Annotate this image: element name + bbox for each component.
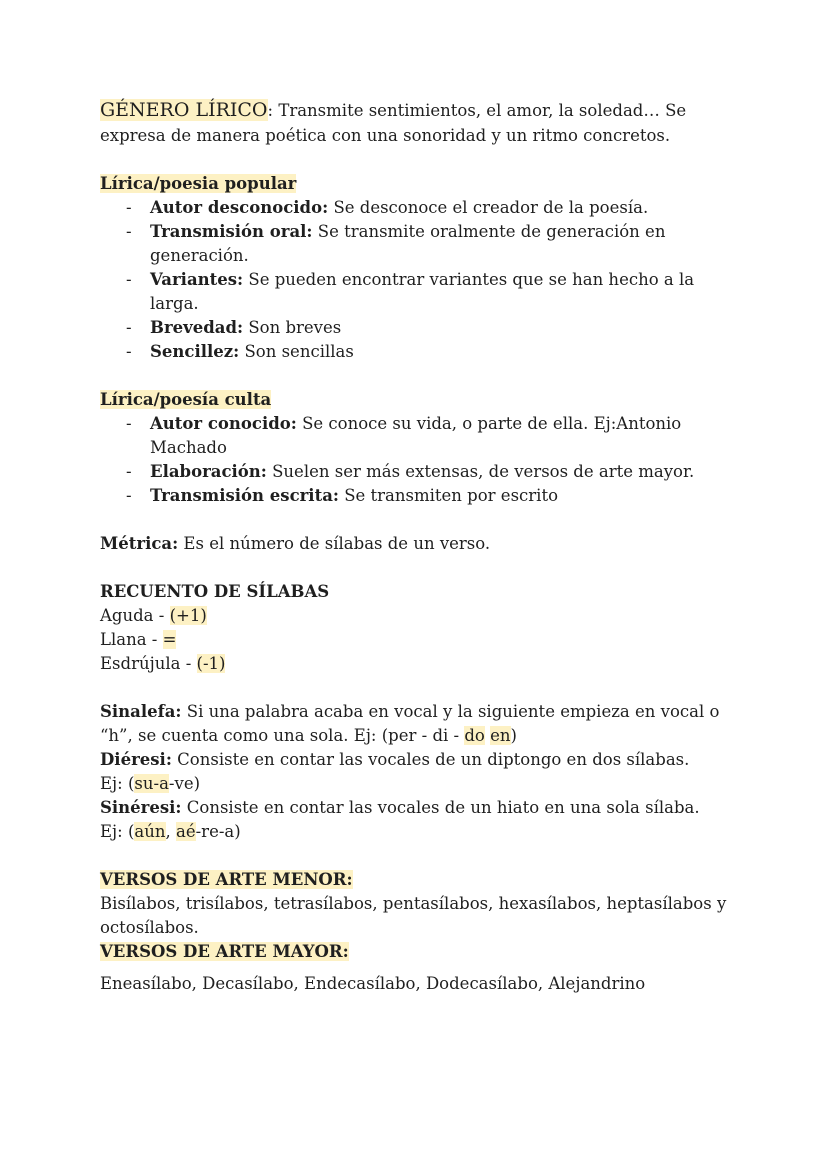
item-desc: Se conoce su vida, o parte de ella. Ej:Antonio Machado xyxy=(150,414,682,457)
item-desc: Suelen ser más extensas, de versos de arte mayor. xyxy=(266,462,695,481)
item-desc: Se pueden encontrar variantes que se han hecho a la larga. xyxy=(150,270,695,313)
list-item xyxy=(150,316,740,340)
culta-heading-text: Lírica/poesía culta xyxy=(100,390,272,409)
list-item xyxy=(150,196,740,220)
dieresis-paragraph xyxy=(100,748,740,772)
item-term: Brevedad: xyxy=(150,318,244,337)
example-start: Ej: ( xyxy=(100,774,135,793)
intro-paragraph xyxy=(100,98,740,148)
popular-list xyxy=(100,196,740,364)
item-desc: Son breves xyxy=(243,318,342,337)
sineresis-highlight: aé xyxy=(176,822,196,841)
metrica-paragraph xyxy=(100,532,740,556)
arte-mayor-heading-text: VERSOS DE ARTE MAYOR: xyxy=(100,942,349,961)
item-term: Transmisión oral: xyxy=(150,222,313,241)
recuento-row-esdrujula xyxy=(100,652,740,676)
recuento-label: Aguda - xyxy=(100,606,170,625)
arte-menor-heading xyxy=(100,868,740,892)
recuento-label: Llana - xyxy=(100,630,163,649)
recuento-value: (-1) xyxy=(196,654,226,673)
list-item xyxy=(150,484,740,508)
recuento-value: (+1) xyxy=(169,606,207,625)
example-end: -ve) xyxy=(168,774,201,793)
metrica-desc: Es el número de sílabas de un verso. xyxy=(178,534,491,553)
item-desc: Se transmiten por escrito xyxy=(338,486,559,505)
sinalefa-end: ) xyxy=(510,726,517,745)
popular-heading xyxy=(100,172,740,196)
recuento-row-llana xyxy=(100,628,740,652)
popular-heading-text: Lírica/poesia popular xyxy=(100,174,297,193)
arte-menor-text: Bisílabos, trisílabos, tetrasílabos, pentasílabos, hexasílabos, heptasílabos y octosílabos. xyxy=(100,894,727,937)
example-separator: , xyxy=(165,822,176,841)
list-item xyxy=(150,412,740,460)
intro-text: : Transmite sentimientos, el amor, la soledad… Se expresa de manera poética con una sonoridad y un ritmo concretos. xyxy=(100,101,687,145)
metrica-term: Métrica: xyxy=(100,534,179,553)
sineresis-example xyxy=(100,820,740,844)
dieresis-desc: Consiste en contar las vocales de un diptongo en dos sílabas. xyxy=(171,750,690,769)
sinalefa-highlight: do xyxy=(464,726,485,745)
item-desc: Son sencillas xyxy=(239,342,354,361)
item-desc: Se transmite oralmente de generación en generación. xyxy=(150,222,666,265)
recuento-heading: RECUENTO DE SÍLABAS xyxy=(100,582,330,601)
list-item xyxy=(150,268,740,316)
sineresis-desc: Consiste en contar las vocales de un hiato en una sola sílaba. xyxy=(181,798,700,817)
item-term: Autor conocido: xyxy=(150,414,297,433)
item-term: Sencillez: xyxy=(150,342,240,361)
sineresis-paragraph xyxy=(100,796,740,820)
culta-heading xyxy=(100,388,740,412)
recuento-label: Esdrújula - xyxy=(100,654,197,673)
sinalefa-paragraph xyxy=(100,700,740,748)
list-item xyxy=(150,220,740,268)
sineresis-term: Sinéresi: xyxy=(100,798,182,817)
recuento-row-aguda xyxy=(100,604,740,628)
genre-title: GÉNERO LÍRICO xyxy=(100,99,268,121)
sinalefa-highlight: en xyxy=(490,726,511,745)
recuento-value: = xyxy=(162,630,177,649)
list-item xyxy=(150,460,740,484)
dieresis-term: Diéresi: xyxy=(100,750,172,769)
example-end: -re-a) xyxy=(195,822,241,841)
arte-mayor-text: Eneasílabo, Decasílabo, Endecasílabo, Dodecasílabo, Alejandrino xyxy=(100,974,646,993)
document-page xyxy=(100,98,740,996)
arte-mayor-heading xyxy=(100,940,740,964)
sinalefa-term: Sinalefa: xyxy=(100,702,182,721)
item-desc: Se desconoce el creador de la poesía. xyxy=(328,198,649,217)
sinalefa-desc: Si una palabra acaba en vocal y la siguiente empieza en vocal o “h”, se cuenta como una sola. Ej: (per - di - xyxy=(100,702,720,745)
item-term: Transmisión escrita: xyxy=(150,486,339,505)
list-item xyxy=(150,340,740,364)
example-start: Ej: ( xyxy=(100,822,135,841)
dieresis-highlight: su-a xyxy=(134,774,169,793)
dieresis-example xyxy=(100,772,740,796)
item-term: Variantes: xyxy=(150,270,244,289)
sineresis-highlight: aún xyxy=(134,822,166,841)
arte-menor-heading-text: VERSOS DE ARTE MENOR: xyxy=(100,870,353,889)
item-term: Autor desconocido: xyxy=(150,198,329,217)
item-term: Elaboración: xyxy=(150,462,267,481)
culta-list xyxy=(100,412,740,508)
